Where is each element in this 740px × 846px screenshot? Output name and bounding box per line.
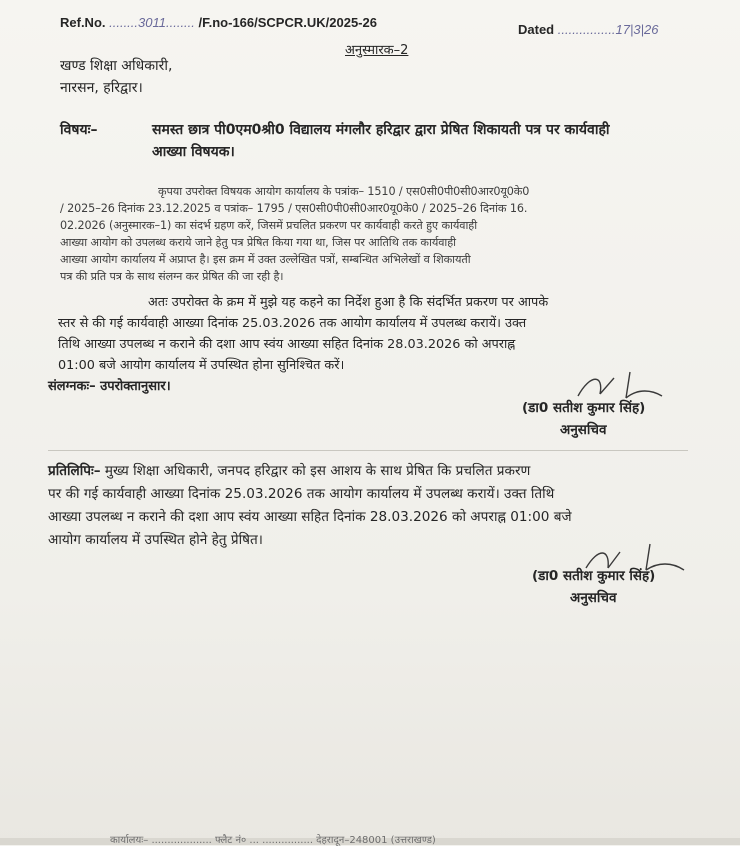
copy-line: आयोग कार्यालय में उपस्थित होने हेतु प्रेषित। [48, 532, 263, 548]
footer-address: कार्यालयः– ................... फ्लैट नं० ... ................ देहरादून–248001 (उत्तराखण्ड) [110, 835, 436, 846]
para1-line: आख्या आयोग कार्यालय में अप्राप्त है। इस क्रम में उक्त उल्लेखित पत्रों, सम्बन्धित अभिलेखों व शिकायती [60, 253, 471, 266]
signature-scribble [570, 368, 670, 402]
signature-1-designation: अनुसचिव [560, 422, 607, 438]
para1-line: कृपया उपरोक्त विषयक आयोग कार्यालय के पत्रांक– 1510 / एस0सी0पी0सी0आर0यू0के0 [158, 185, 530, 198]
divider [48, 450, 688, 451]
para1-line: आख्या आयोग को उपलब्ध कराये जाने हेतु पत्र प्रेषित किया गया था, जिस पर आतिथि तक कार्यवाही [60, 236, 456, 249]
subject-line-1: समस्त छात्र पी0एम0श्री0 विद्यालय मंगलौर हरिद्वार द्वारा प्रेषित शिकायती पत्र पर कार्यवाही [152, 122, 610, 138]
para2-line: अतः उपरोक्त के क्रम में मुझे यह कहने का निर्देश हुआ है कि संदर्भित प्रकरण पर आपके [148, 295, 549, 310]
dated-handwritten: ................17|3|26 [557, 22, 659, 37]
subject-line-2: आख्या विषयक। [152, 144, 235, 160]
dated-label: Dated [518, 22, 555, 37]
para2-line: 01:00 बजे आयोग कार्यालय में उपस्थित होना सुनिश्चित करें। [58, 358, 345, 373]
signature-1-name: (डा0 सतीश कुमार सिंह) [522, 400, 646, 416]
dated [518, 22, 658, 37]
addressee-line-1: खण्ड शिक्षा अधिकारी, [60, 58, 173, 74]
para1-line: / 2025–26 दिनांक 23.12.2025 व पत्रांक– 1795 / एस0सी0पी0सी0आर0यू0के0 / 2025–26 दिनांक 16. [60, 202, 528, 215]
para1-line: 02.2026 (अनुस्मारक–1) का संदर्भ ग्रहण करें, जिसमें प्रचलित प्रकरण पर कार्यवाही करते हुए कार्यवाही [60, 219, 477, 232]
ref-file-number: /F.no-166/SCPCR.UK/2025-26 [198, 15, 377, 30]
addressee-line-2: नारसन, हरिद्वार। [60, 80, 143, 96]
copy-line: पर की गई कार्यवाही आख्या दिनांक 25.03.2026 तक आयोग कार्यालय में उपलब्ध करायें। उक्त तिथि [48, 486, 555, 502]
ref-label: Ref.No. [60, 15, 106, 30]
copy-label: प्रतिलिपिः– [48, 463, 101, 479]
memo-label: अनुस्मारक–2 [345, 43, 409, 58]
subject-label: विषयः– [60, 122, 98, 138]
ref-handwritten: ........3011........ [109, 15, 199, 30]
copy-line: आख्या उपलब्ध न कराने की दशा आप स्वंय आख्या सहित दिनांक 28.03.2026 को अपराह्न 01:00 बजे [48, 509, 572, 525]
para2-line: तिथि आख्या उपलब्ध न कराने की दशा आप स्वंय आख्या सहित दिनांक 28.03.2026 को अपराह्न [58, 337, 516, 352]
enclosure: संलग्नकः– उपरोक्तानुसार। [48, 379, 171, 394]
copy-line: प्रतिलिपिः– मुख्य शिक्षा अधिकारी, जनपद हरिद्वार को इस आशय के साथ प्रेषित कि प्रचलित प्रकरण [48, 463, 531, 479]
signature-2-designation: अनुसचिव [570, 590, 617, 606]
para2-line: स्तर से की गई कार्यवाही आख्या दिनांक 25.03.2026 तक आयोग कार्यालय में उपलब्ध करायें। उक्त [58, 316, 527, 331]
para1-line: पत्र की प्रति पत्र के साथ संलग्न कर प्रेषित की जा रही है। [60, 270, 284, 283]
signature-2-name: (डा0 सतीश कुमार सिंह) [532, 568, 656, 584]
ref-number [60, 15, 377, 30]
